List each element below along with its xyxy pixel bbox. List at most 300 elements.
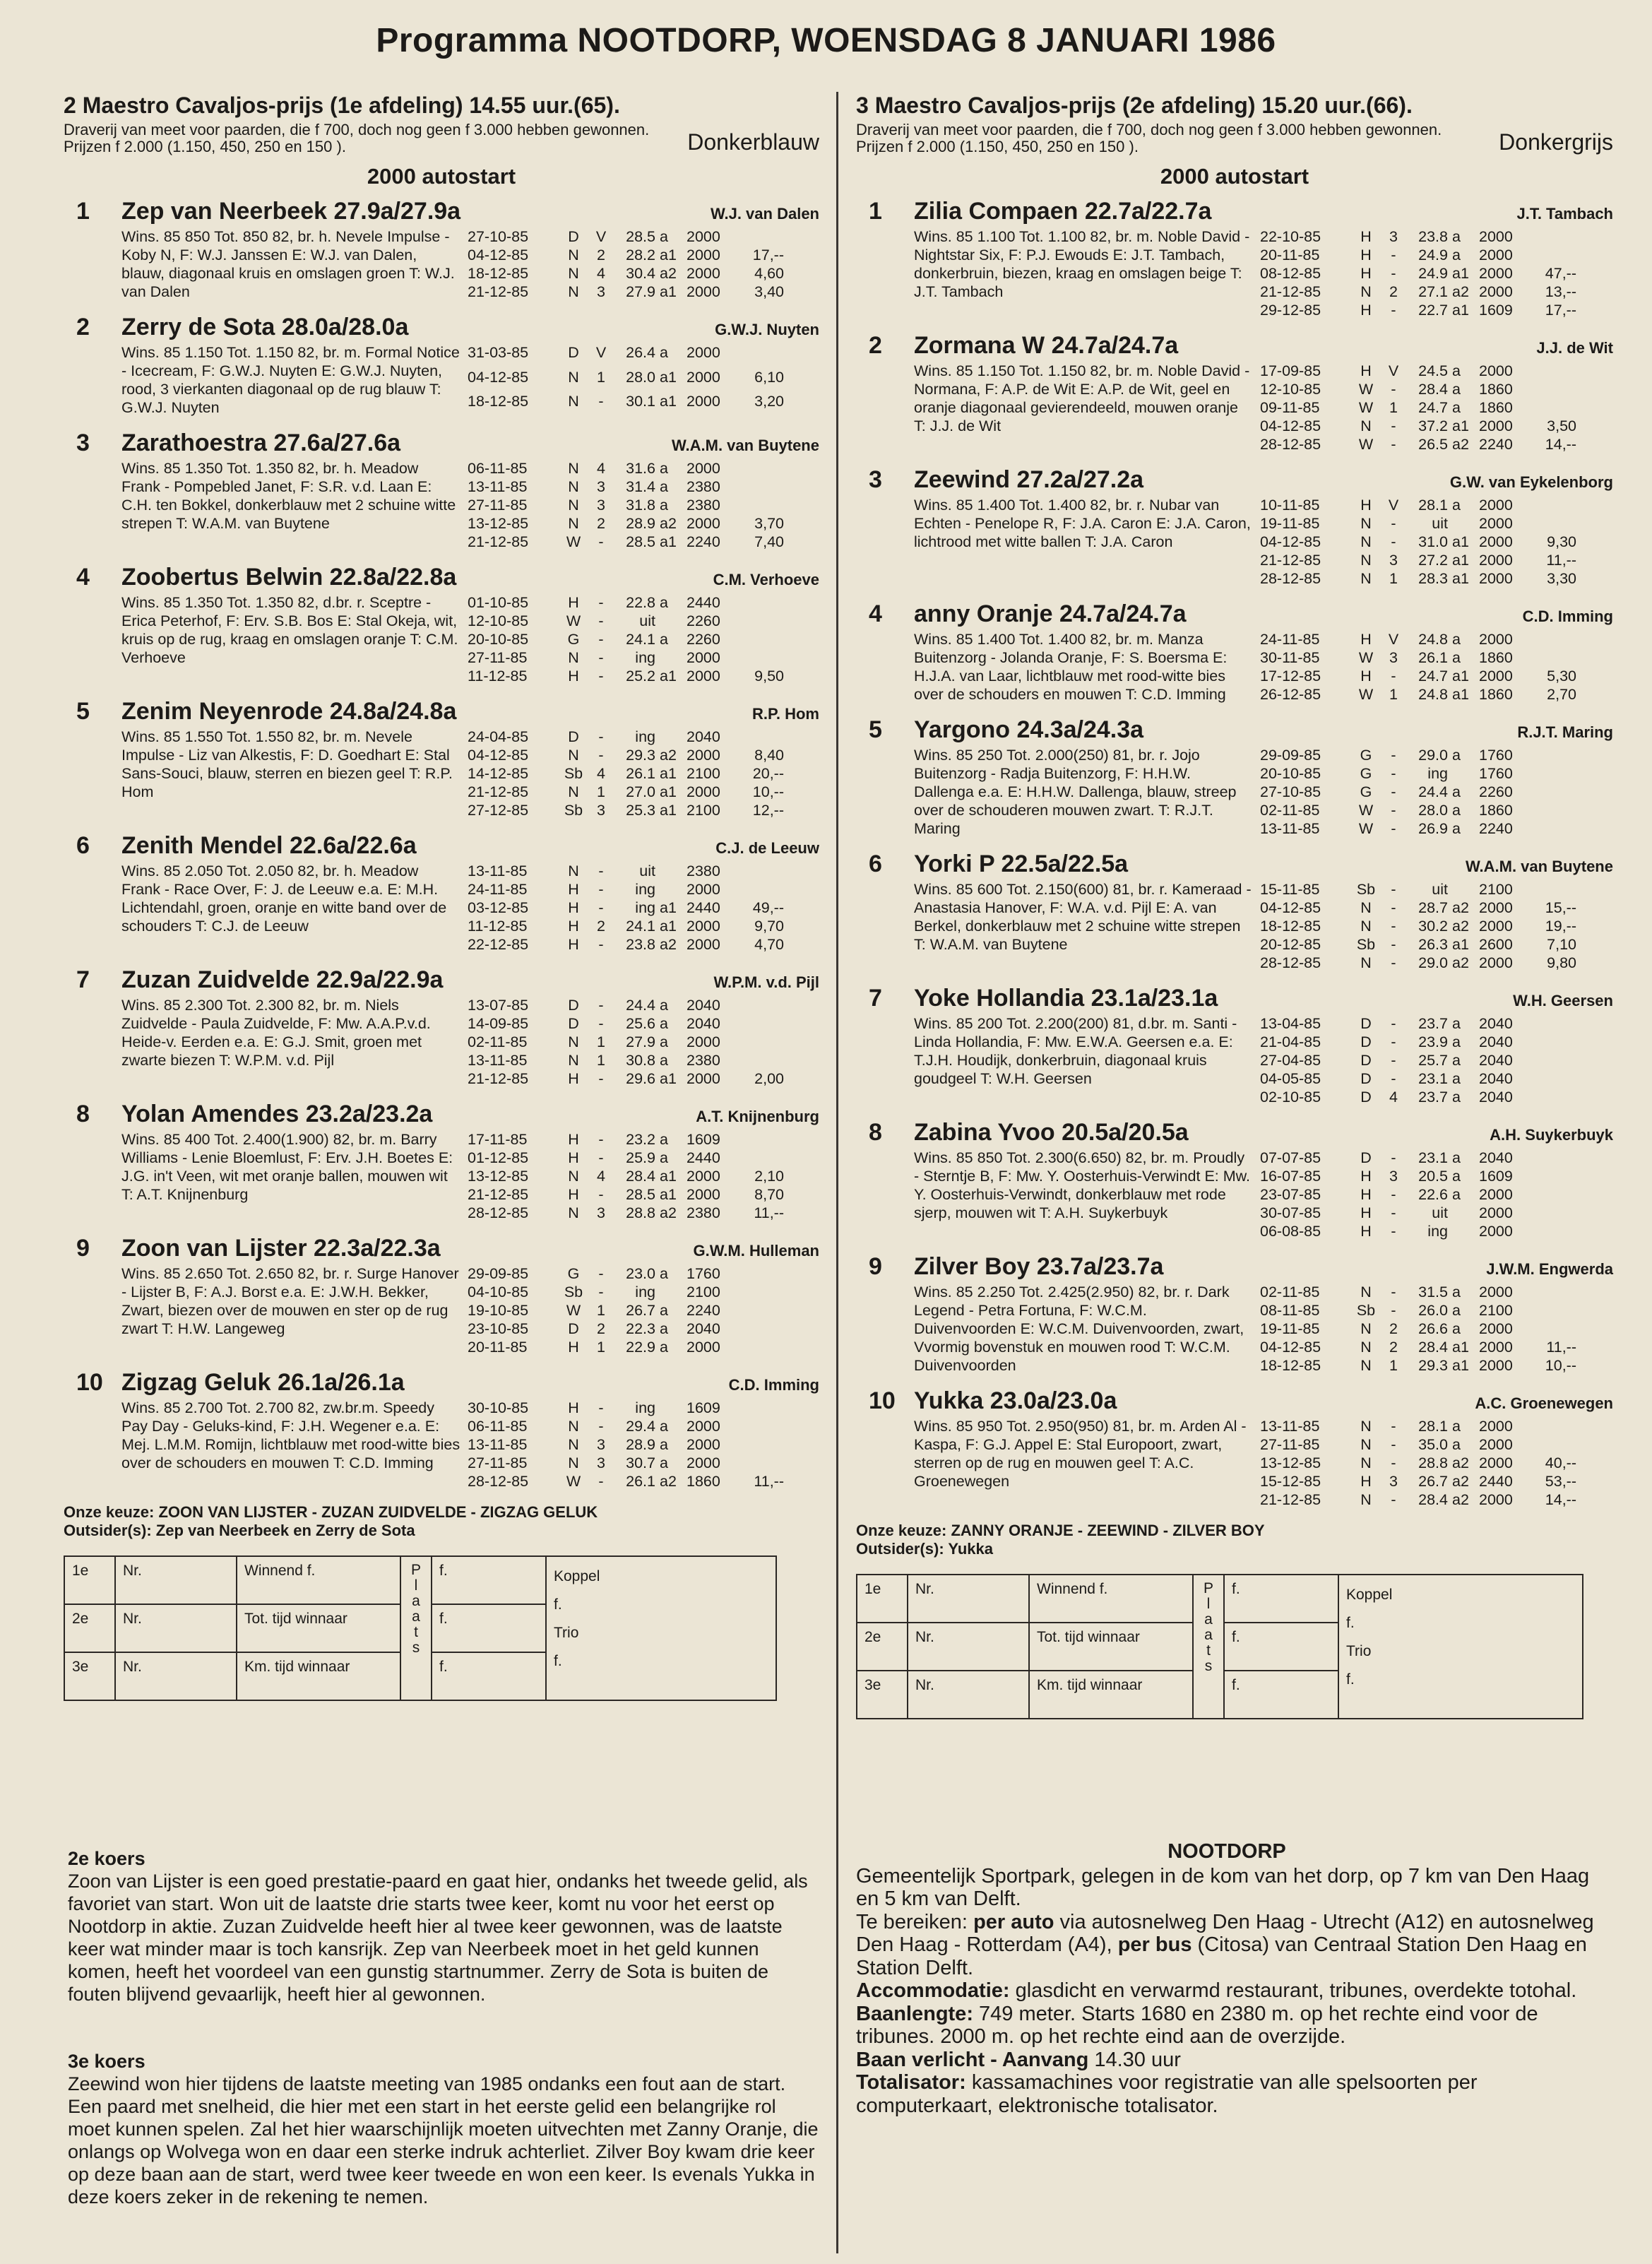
race-prizes: Prijzen f 2.000 (1.150, 450, 250 en 150 ). [64,138,346,155]
form-nr: Nr. [115,1652,237,1700]
result-cell: 3 [597,802,605,819]
horse-description: Wins. 85 1.400 Tot. 1.400 82, br. r. Nubar van Echten - Penelope R, F: J.A. Caron E: J.A. Caron, lichtrood met witte ballen T: J.A. Caron [914,497,1251,550]
koers3-section [68,2050,824,2208]
result-cell: H [568,899,579,916]
result-cell: H [568,1070,579,1087]
result-cell [1521,496,1576,514]
result-cell: 2000 [1479,1284,1513,1300]
horse-entry [856,985,1613,1106]
horse-entry [64,1235,819,1356]
result-cell: - [598,1131,604,1148]
result-cell: G [1360,747,1372,764]
horse-trainer: W.J. van Dalen [710,205,819,223]
result-cell: N [568,1033,579,1050]
result-row [468,1204,784,1222]
result-cell: 12-10-85 [1260,381,1321,398]
result-cell [1521,362,1576,380]
horse-results [468,343,784,417]
result-cell: 2440 [1479,1473,1513,1490]
result-cell: 8,70 [754,1186,784,1203]
result-cell: 27-11-85 [468,1454,528,1471]
result-cell: 9,50 [754,668,784,684]
result-cell: 9,30 [1547,533,1576,550]
result-cell [1452,1222,1479,1240]
result-cell: 22-10-85 [1260,228,1321,245]
result-cell [1452,880,1479,899]
result-cell: 2240 [687,1302,720,1319]
result-row [1260,783,1576,801]
horse-trainer: J.W.M. Engwerda [1486,1260,1613,1278]
result-cell: 01-12-85 [468,1149,529,1166]
result-cell: 2000 [687,247,720,263]
result-cell: 2260 [687,612,720,629]
result-cell: - [1391,954,1396,971]
result-cell: 27-11-85 [468,497,528,514]
result-row [1260,1051,1576,1069]
result-cell: 3 [597,1454,605,1471]
result-cell [729,1264,784,1283]
result-cell: 47,-- [1545,265,1576,282]
result-cell: 27.2 [1418,552,1448,569]
result-row [468,1338,784,1356]
koppel-label: Koppel [1346,1587,1393,1603]
result-cell [1452,764,1479,783]
result-cell: 2000 [687,265,720,282]
result-cell: N [1360,552,1372,569]
result-cell [1521,1301,1576,1320]
result-cell: N [568,649,579,666]
result-cell: 2440 [687,594,720,611]
outsiders: Outsider(s): Yukka [856,1540,993,1558]
result-cell: 08-11-85 [1260,1302,1320,1319]
result-cell: a [660,1131,668,1148]
form-nr: Nr. [908,1575,1029,1623]
result-cell: 1 [1389,1357,1398,1374]
result-cell: 2000 [687,1186,720,1203]
result-row [1260,1435,1576,1454]
result-cell: ing [635,1284,655,1300]
result-cell: 2000 [1479,228,1513,245]
result-cell: 23-07-85 [1260,1186,1321,1203]
result-cell: 15-11-85 [1260,881,1320,898]
horse-trainer: C.D. Imming [1522,608,1613,625]
result-cell: 28-12-85 [1260,954,1321,971]
result-cell: 2440 [687,899,720,916]
result-cell: N [568,460,579,477]
result-row [1260,1490,1576,1509]
result-cell: 20-11-85 [1260,247,1320,263]
result-cell: 2040 [1479,1089,1513,1106]
result-cell: H [1360,1473,1372,1490]
form-f: f. [432,1604,546,1652]
horse-results [468,862,784,954]
result-cell: - [598,747,604,764]
result-cell: 28.4 [1418,381,1448,398]
result-cell: 12-10-85 [468,612,529,629]
result-cell: 29.4 [626,1418,655,1435]
result-cell: 28.4 [1418,1491,1448,1508]
result-cell [1521,227,1576,246]
horse-results [468,996,784,1088]
result-cell: a2 [660,1473,677,1490]
result-cell: G [1360,765,1372,782]
result-cell: a [660,1149,668,1166]
result-cell: 28.0 [1418,802,1448,819]
horse-description: Wins. 85 1.350 Tot. 1.350 82, d.br. r. Sceptre - Erica Peterhof, F: Erv. S.B. Bos E: Stal Okeja, wit, kruis op de rug, kraag en omslagen oranje T: C.M. Verhoeve [121,594,458,666]
result-row [468,1435,784,1454]
result-cell: 2000 [1479,954,1513,971]
result-cell: 24.8 [1418,686,1448,703]
result-cell: - [598,393,604,410]
nootdorp-intro: Gemeentelijk Sportpark, gelegen in de kom van het dorp, op 7 km van Den Haag en 5 km van Delft. [856,1864,1590,1910]
form-koppel [546,1556,776,1700]
result-cell: 18-12-85 [468,265,529,282]
result-cell: G [1360,783,1372,800]
result-cell: a [1452,1033,1461,1050]
result-cell [1521,783,1576,801]
result-row [468,996,784,1014]
result-cell [729,1283,784,1301]
horse-description: Wins. 85 2.650 Tot. 2.650 82, br. r. Surge Hanover - Lijster B, F: A.J. Borst e.a. E: J.W.H. Bekker, Zwart, biezen over de mouwen en ster op de rug zwart T: H.W. Langeweg [121,1265,459,1337]
race-keuze [64,1503,819,1540]
result-cell: - [1391,1454,1396,1471]
result-cell: - [1391,899,1396,916]
horse-name: Zenith Mendel 22.6a/22.6a [121,832,417,859]
result-cell: 30.1 [626,393,655,410]
result-cell [1521,880,1576,899]
result-cell: 4,70 [754,936,784,953]
race-title: 3 Maestro Cavaljos-prijs (2e afdeling) 15.20 uur.(66). [856,93,1413,118]
result-row [1260,283,1576,301]
result-row [1260,1014,1576,1033]
result-cell: 3 [597,478,605,495]
horse-name: Yargono 24.3a/24.3a [914,716,1144,743]
result-row [1260,746,1576,764]
result-cell: 23.1 [1418,1070,1448,1087]
result-cell: 13-12-85 [1260,1454,1321,1471]
result-cell: 12,-- [752,802,784,819]
result-cell: a1 [660,247,677,263]
result-cell: 22.6 [1418,1186,1448,1203]
result-cell: - [1391,515,1396,532]
result-row [1260,533,1576,551]
result-row [1260,954,1576,972]
result-cell: N [568,478,579,495]
result-cell: - [1391,820,1396,837]
result-row [468,612,784,630]
horse-description: Wins. 85 1.100 Tot. 1.100 82, br. m. Noble David - Nightstar Six, F: P.J. Ewouds E: J.T. Tambach, donkerbruin, biezen, kraag en omslagen beige T: J.T. Tambach [914,228,1250,300]
result-cell: 22-12-85 [468,936,529,953]
result-cell: - [598,1070,604,1087]
horse-number: 6 [76,832,90,859]
result-cell: W [566,1473,581,1490]
result-row [468,1033,784,1051]
race-keuze [856,1522,1613,1558]
result-cell: - [598,997,604,1014]
result-row [468,392,784,417]
result-row [468,514,784,533]
result-cell: 20-10-85 [1260,765,1321,782]
result-cell: 3 [1389,228,1398,245]
result-cell: 11,-- [1546,1339,1576,1356]
result-cell: 2000 [687,783,720,800]
result-cell [1521,648,1576,667]
result-cell: 21-12-85 [1260,283,1321,300]
horse-trainer: C.M. Verhoeve [713,571,819,588]
result-row [1260,1149,1576,1167]
result-cell: 21-12-85 [1260,552,1321,569]
horse-description: Wins. 85 600 Tot. 2.150(600) 81, br. r. Kameraad - Anastasia Hanover, F: W.A. v.d. Pijl E: A. van Berkel, donkerblauw met 2 schuine witte strepen T: W.A.M. van Buytene [914,881,1252,953]
koppel-label: Koppel [554,1568,600,1584]
result-cell: D [1360,1052,1372,1069]
result-cell: 2000 [1479,1186,1513,1203]
result-cell: 14,-- [1545,436,1576,453]
result-cell: 23.8 [626,936,655,953]
result-cell: 08-12-85 [1260,265,1321,282]
result-cell [729,496,784,514]
horse-results [468,227,784,301]
result-cell: D [568,228,579,245]
result-cell: V [1388,362,1399,379]
horse-results [1260,1149,1576,1240]
form-place: 2e [64,1604,115,1652]
horse-number: 2 [76,314,90,340]
result-row [1260,648,1576,667]
result-cell: N [568,1204,579,1221]
result-cell: N [1360,417,1372,434]
horse-description: Wins. 85 2.250 Tot. 2.425(2.950) 82, br. r. Dark Legend - Petra Fortuna, F: W.C.M. Duivenvoorden E: W.C.M. Duivenvoorden, zwart, Vvormig bovenstuk en mouwen rood T: W.C.M. Duivenvoorden [914,1284,1244,1374]
horse-entry [64,314,819,417]
result-cell: 19-11-85 [1260,1320,1320,1337]
result-cell: - [1391,1284,1396,1300]
result-row [1260,819,1576,838]
result-cell [660,648,687,667]
result-cell: 31.5 [1418,1284,1448,1300]
result-cell: N [568,863,579,879]
result-cell [729,1338,784,1356]
result-cell: 02-11-85 [1260,802,1320,819]
result-cell: 2000 [687,881,720,898]
result-cell: N [1360,1284,1372,1300]
result-cell: N [1360,283,1372,300]
horse-entry [856,1387,1613,1509]
result-cell: 04-12-85 [1260,899,1321,916]
result-cell: 1 [597,368,605,386]
result-cell: 1860 [1479,686,1513,703]
horse-results [1260,746,1576,838]
result-row [468,1454,784,1472]
result-cell: D [1360,1015,1372,1032]
horse-number: 5 [76,698,90,725]
result-row [1260,514,1576,533]
result-cell: 2000 [687,1418,720,1435]
result-cell: D [1360,1149,1372,1166]
result-cell: - [1391,765,1396,782]
result-cell: 28-12-85 [1260,570,1321,587]
result-cell: 3 [597,497,605,514]
result-cell: 2040 [1479,1070,1513,1087]
result-cell: 28.7 [1418,899,1448,916]
result-cell: 1 [597,1033,605,1050]
result-cell: H [1360,362,1372,379]
result-cell: 4 [597,460,605,477]
horse-trainer: A.T. Knijnenburg [696,1108,819,1125]
horse-trainer: A.C. Groenewegen [1475,1394,1613,1412]
nootdorp-title: NOOTDORP [1167,1840,1286,1863]
result-cell: 26.4 [626,344,655,361]
result-cell: 3,40 [754,283,784,300]
result-cell [729,630,784,648]
result-cell [1521,1222,1576,1240]
result-cell: a [1452,1070,1461,1087]
result-cell [1521,1204,1576,1222]
result-row [1260,246,1576,264]
horse-trainer: A.H. Suykerbuyk [1490,1126,1613,1144]
result-cell: 04-12-85 [468,368,529,386]
horse-entry [856,198,1613,319]
horse-number: 10 [76,1369,103,1396]
horse-name: Zenim Neyenrode 24.8a/24.8a [121,698,457,725]
result-cell [1452,1204,1479,1222]
horse-results [468,1399,784,1490]
result-cell: a [660,1339,668,1356]
result-cell: 11,-- [754,1473,784,1490]
result-row [1260,264,1576,283]
form-place: 3e [64,1652,115,1700]
result-cell: 3,70 [754,515,784,532]
result-cell: a [1452,381,1461,398]
koers2-section [68,1847,824,2005]
result-cell: 8,40 [754,747,784,764]
result-row [468,899,784,917]
form-place: 3e [857,1671,908,1719]
result-cell: 28.0 [626,368,655,386]
result-cell: 6,10 [754,368,784,386]
result-row [468,343,784,368]
horse-results [1260,880,1576,972]
result-cell [729,880,784,899]
result-cell: 13-07-85 [468,997,529,1014]
result-cell [1521,1167,1576,1185]
result-cell: uit [639,863,655,879]
form-label: Km. tijd winnaar [237,1652,400,1700]
result-cell: a [660,478,668,495]
result-cell: W [1358,381,1374,398]
result-cell: 25.3 [626,802,655,819]
horse-name: Zormana W 24.7a/24.7a [914,332,1179,359]
result-cell: 18-12-85 [1260,918,1321,935]
result-cell: 26.5 [1418,436,1448,453]
result-cell: N [568,1436,579,1453]
horse-name: Zabina Yvoo 20.5a/20.5a [914,1119,1189,1146]
horse-name: Zigzag Geluk 26.1a/26.1a [121,1369,405,1396]
result-cell: 28.1 [1418,1418,1448,1435]
result-cell: 27.9 [626,283,655,300]
result-cell: V [1388,631,1399,648]
result-cell: 29-12-85 [1260,302,1321,319]
horse-number: 3 [76,429,90,456]
horse-name: Zilia Compaen 22.7a/22.7a [914,198,1212,225]
result-cell: 2000 [687,918,720,935]
result-cell: 13-04-85 [1260,1015,1321,1032]
form-row [857,1575,1583,1623]
result-cell: 04-12-85 [468,247,529,263]
result-cell: 2100 [687,1284,720,1300]
result-cell [1521,746,1576,764]
result-cell: 1609 [1479,1168,1513,1185]
horse-name: anny Oranje 24.7a/24.7a [914,600,1187,627]
result-row [1260,1356,1576,1375]
result-cell: 2 [597,247,605,263]
result-cell: - [1391,802,1396,819]
result-cell: a [660,1015,668,1032]
result-cell: 07-07-85 [1260,1149,1321,1166]
result-cell: 2000 [1479,1436,1513,1453]
result-cell: a [660,1418,668,1435]
result-cell: uit [639,612,655,629]
result-cell: 35.0 [1418,1436,1448,1453]
horse-results [1260,1283,1576,1375]
result-row [1260,1033,1576,1051]
result-row [468,533,784,551]
result-cell: 23.7 [1418,1089,1448,1106]
result-cell: a1 [1452,1357,1469,1374]
result-cell: 2000 [1479,668,1513,684]
result-cell: 2000 [687,344,720,361]
result-cell: 28.5 [626,533,655,550]
result-cell: N [568,1168,579,1185]
result-cell: - [1391,1033,1396,1050]
result-cell: 17,-- [1545,302,1576,319]
result-row [1260,301,1576,319]
result-cell: 06-11-85 [468,460,528,477]
result-cell [729,1014,784,1033]
result-cell: 15,-- [1545,899,1576,916]
result-cell: 29.3 [626,747,655,764]
result-cell: 2440 [687,1149,720,1166]
result-cell: 2380 [687,478,720,495]
result-cell [1521,514,1576,533]
result-row [1260,1472,1576,1490]
result-cell: 22.9 [626,1339,655,1356]
result-cell [1521,1185,1576,1204]
result-cell: 2040 [687,1015,720,1032]
result-cell: 28.4 [1418,1339,1448,1356]
result-cell: N [568,393,579,410]
result-cell: 25.6 [626,1015,655,1032]
result-row [1260,380,1576,398]
result-cell: W [1358,820,1374,837]
result-cell [729,1320,784,1338]
race-color: Donkergrijs [1499,129,1613,155]
result-cell: 1860 [1479,802,1513,819]
result-cell: a [660,997,668,1014]
result-cell: 2260 [1479,783,1513,800]
result-cell: 13,-- [1545,283,1576,300]
horse-number: 5 [869,716,882,743]
horse-results [468,1130,784,1222]
result-cell: 2040 [1479,1015,1513,1032]
result-cell: 40,-- [1545,1454,1576,1471]
result-cell: 02-10-85 [1260,1089,1321,1106]
result-cell: ing [1427,1223,1448,1240]
result-cell: 2000 [1479,1223,1513,1240]
result-row [468,368,784,393]
result-row [468,459,784,478]
result-cell: 2000 [687,1033,720,1050]
form-row [64,1556,776,1604]
result-cell: 11,-- [754,1204,784,1221]
